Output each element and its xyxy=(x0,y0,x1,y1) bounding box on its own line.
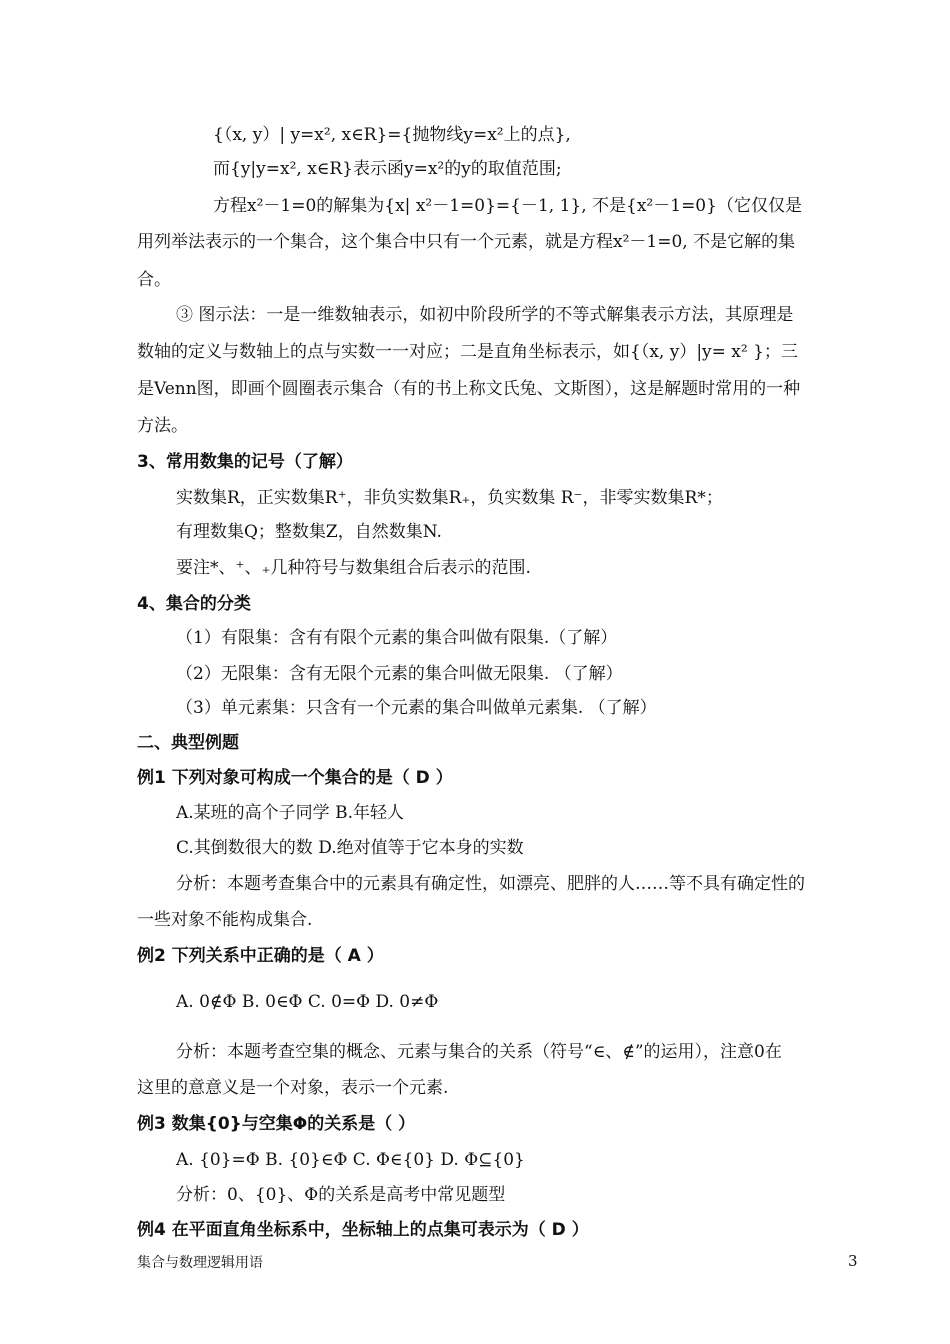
text-line: 一些对象不能构成集合. xyxy=(137,910,313,930)
text-line: {（x, y）| y=x², x∈R}={抛物线y=x²上的点}, xyxy=(213,125,571,145)
text-line: 分析：0、{0}、Φ的关系是高考中常见题型 xyxy=(176,1185,506,1205)
example-heading: 例3 数集{0}与空集Φ的关系是（ ） xyxy=(137,1114,416,1134)
text-line: 而{y|y=x², x∈R}表示函y=x²的y的取值范围; xyxy=(213,159,562,179)
text-line: （1）有限集：含有有限个元素的集合叫做有限集.（了解） xyxy=(176,628,618,648)
section-heading: 4、集合的分类 xyxy=(137,594,251,614)
text-line: （3）单元素集：只含有一个元素的集合叫做单元素集. （了解） xyxy=(176,698,657,718)
option-line: A. 0∉Φ B. 0∈Φ C. 0=Φ D. 0≠Φ xyxy=(176,992,439,1012)
text-line: 用列举法表示的一个集合，这个集合中只有一个元素，就是方程x²－1=0, 不是它解的集 xyxy=(137,232,796,252)
text-line: （2）无限集：含有无限个元素的集合叫做无限集. （了解） xyxy=(176,664,623,684)
text-line: 实数集R，正实数集R⁺，非负实数集R₊，负实数集 R⁻，非零实数集R*； xyxy=(176,488,723,508)
example-heading: 例1 下列对象可构成一个集合的是（ D ） xyxy=(137,768,453,788)
text-line: 是Venn图，即画个圆圈表示集合（有的书上称文氏兔、文斯图），这是解题时常用的一种 xyxy=(137,379,801,399)
page-number: 3 xyxy=(848,1252,858,1270)
text-line: ③ 图示法：一是一维数轴表示，如初中阶段所学的不等式解集表示方法，其原理是 xyxy=(176,305,794,325)
text-line: 有理数集Q；整数集Z，自然数集N. xyxy=(176,522,442,542)
section-heading: 3、常用数集的记号（了解） xyxy=(137,452,353,472)
text-line: 这里的意意义是一个对象，表示一个元素. xyxy=(137,1078,449,1098)
option-line: C.其倒数很大的数 D.绝对值等于它本身的实数 xyxy=(176,838,524,858)
option-line: A. {0}=Φ B. {0}∈Φ C. Φ∈{0} D. Φ⊆{0} xyxy=(176,1150,525,1170)
example-heading: 例4 在平面直角坐标系中，坐标轴上的点集可表示为（ D ） xyxy=(137,1220,589,1240)
text-line: 分析：本题考查集合中的元素具有确定性，如漂亮、肥胖的人……等不具有确定性的 xyxy=(176,874,805,894)
example-heading: 例2 下列关系中正确的是（ A ） xyxy=(137,946,384,966)
text-line: 要注*、⁺、₊几种符号与数集组合后表示的范围. xyxy=(176,558,531,578)
option-line: A.某班的高个子同学 B.年轻人 xyxy=(176,803,404,823)
text-line: 合。 xyxy=(137,270,171,290)
footer-title: 集合与数理逻辑用语 xyxy=(137,1255,263,1271)
text-line: 数轴的定义与数轴上的点与实数一一对应；二是直角坐标表示，如{（x, y）|y= x² }；三 xyxy=(137,342,798,362)
text-line: 分析：本题考查空集的概念、元素与集合的关系（符号“∈、∉”的运用），注意0在 xyxy=(176,1042,782,1062)
section-heading: 二、典型例题 xyxy=(137,733,239,753)
text-line: 方法。 xyxy=(137,416,188,436)
text-line: 方程x²－1=0的解集为{x| x²－1=0}={－1, 1}, 不是{x²－1=0}（它仅仅是 xyxy=(213,196,802,216)
